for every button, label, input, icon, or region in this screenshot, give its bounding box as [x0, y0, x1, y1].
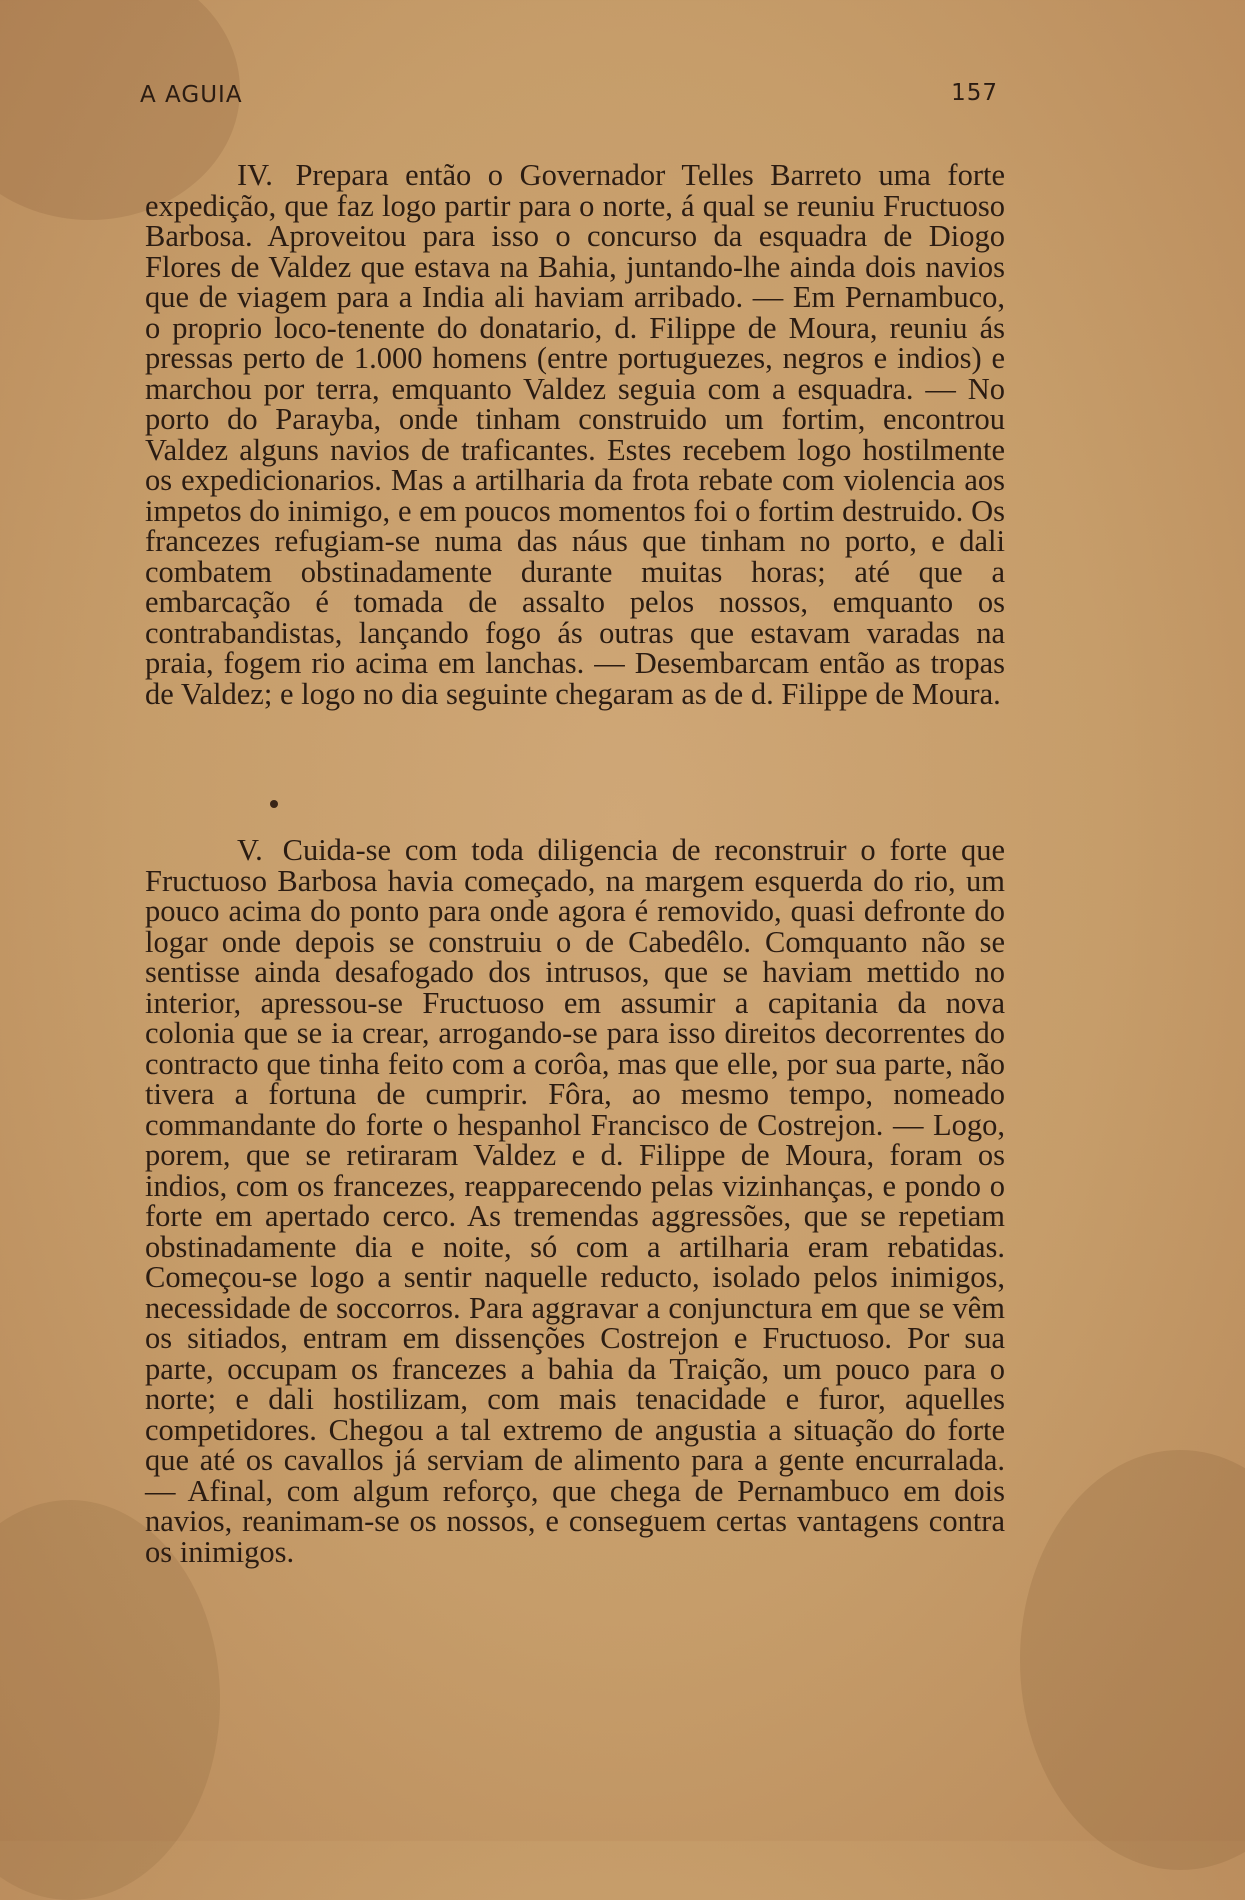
running-head	[140, 82, 998, 112]
page-number: 157	[951, 80, 998, 106]
section-paragraph	[145, 835, 1005, 1567]
section-paragraph	[145, 160, 1005, 709]
paper-stain	[1020, 1450, 1245, 1870]
section-v	[145, 835, 1005, 1567]
section-separator-dot	[270, 800, 278, 808]
section-number: IV.	[237, 158, 273, 192]
journal-title: A AGUIA	[140, 82, 243, 108]
section-number: V.	[237, 833, 263, 867]
section-iv	[145, 160, 1005, 709]
section-text: Prepara então o Governador Telles Barreto uma forte expedição, que faz logo partir para o norte, á qual se reuniu Fructuoso Barbosa. Aproveitou para isso o concurso da esquadra de Diogo Flores de Valdez que estava na Bahia, juntando-lhe ainda dois navios que de viagem para a India ali haviam arribado. — Em Pernambuco, o proprio loco-tenente do donatario, d. Filippe de Moura, reuniu ás pressas perto de 1.000 homens (entre portuguezes, negros e indios) e marchou por terra, emquanto Valdez seguia com a esquadra. — No porto do Parayba, onde tinham construido um fortim, encontrou Valdez alguns navios de traficantes. Estes recebem logo hostilmente os expedicionarios. Mas a artilharia da frota rebate com violencia aos impetos do inimigo, e em poucos momentos foi o fortim destruido. Os francezes refugiam-se numa das náus que tinham no porto, e dali combatem obstinadamente durante muitas horas; até que a embarcação é tomada de assalto pelos nossos, emquanto os contrabandistas, lançando fogo ás outras que estavam varadas na praia, fogem rio acima em lanchas. — Desembarcam então as tropas de Valdez; e logo no dia seguinte chegaram as de d. Filippe de Moura.	[145, 158, 1005, 711]
section-text: Cuida-se com toda diligencia de reconstruir o forte que Fructuoso Barbosa havia começado, na margem esquerda do rio, um pouco acima do ponto para onde agora é removido, quasi defronte do logar onde depois se construiu o de Cabedêlo. Comquanto não se sentisse ainda desafogado dos intrusos, que se haviam mettido no interior, apressou-se Fructuoso em assumir a capitania da nova colonia que se ia crear, arrogando-se para isso direitos decorrentes do contracto que tinha feito com a corôa, mas que elle, por sua parte, não tivera a fortuna de cumprir. Fôra, ao mesmo tempo, nomeado commandante do forte o hespanhol Francisco de Costrejon. — Logo, porem, que se retiraram Valdez e d. Filippe de Moura, foram os indios, com os francezes, reapparecendo pelas vizinhanças, e pondo o forte em apertado cerco. As tremendas aggressões, que se repetiam obstinadamente dia e noite, só com a artilharia eram rebatidas. Começou-se logo a sentir naquelle reducto, isolado pelos inimigos, necessidade de soccorros. Para aggravar a conjunctura em que se vêm os sitiados, entram em dissenções Costrejon e Fructuoso. Por sua parte, occupam os francezes a bahia da Traição, um pouco para o norte; e dali hostilizam, com mais tenacidade e furor, aquelles competidores. Chegou a tal extremo de angustia a situação do forte que até os cavallos já serviam de alimento para a gente encurralada. — Afinal, com algum reforço, que chega de Pernambuco em dois navios, reanimam-se os nossos, e conseguem certas vantagens contra os inimigos.	[145, 833, 1005, 1569]
